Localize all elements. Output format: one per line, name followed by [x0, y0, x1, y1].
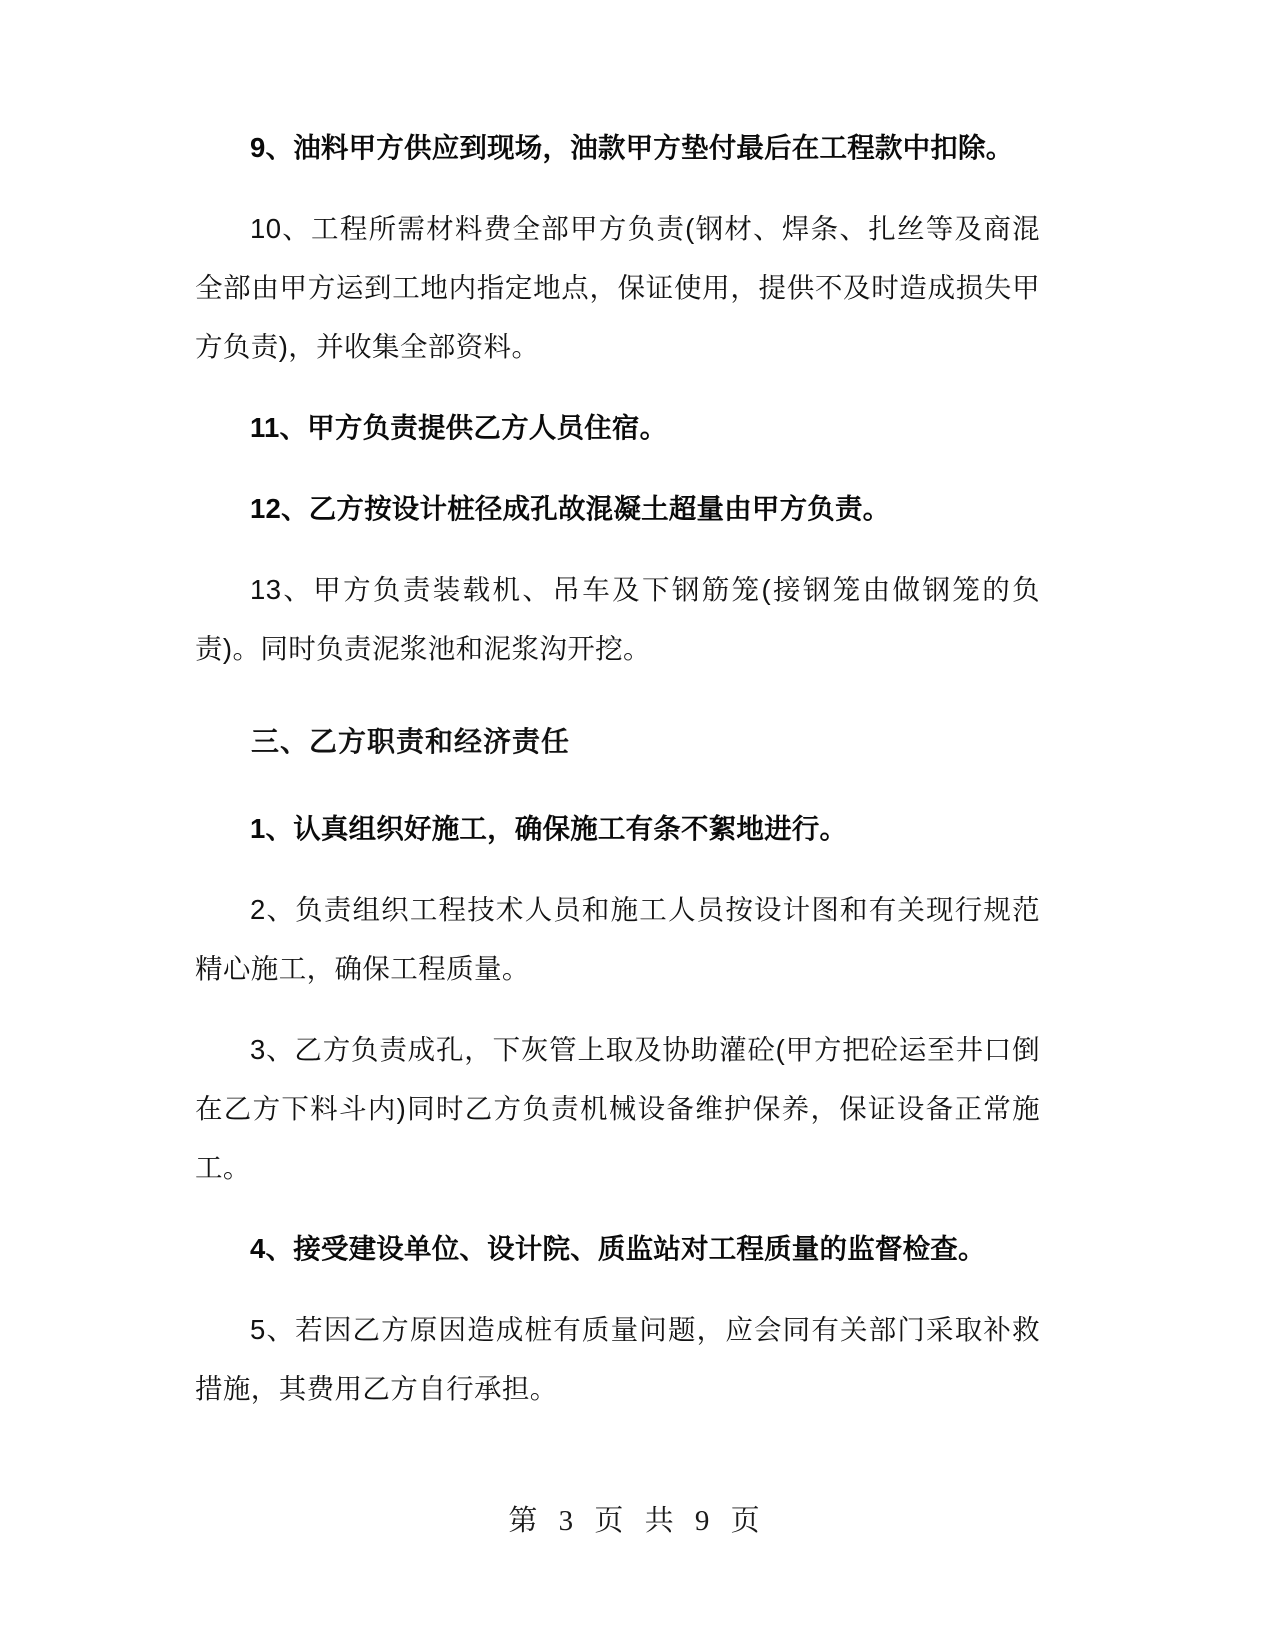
clause-item-3-3: 3、乙方负责成孔，下灰管上取及协助灌砼(甲方把砼运至井口倒在乙方下料斗内)同时乙方负责机械设备维护保养，保证设备正常施工。 — [195, 1034, 1040, 1183]
page-footer — [0, 1498, 1275, 1539]
clause-item-12: 12、乙方按设计桩径成孔故混凝土超量由甲方负责。 — [250, 493, 891, 524]
document-body — [195, 118, 1040, 1440]
clause-item-3-4: 4、接受建设单位、设计院、质监站对工程质量的监督检查。 — [250, 1233, 986, 1264]
clause-item-3-5: 5、若因乙方原因造成桩有质量问题，应会同有关部门采取补救措施，其费用乙方自行承担。 — [195, 1314, 1040, 1404]
clause-item-11: 11、甲方负责提供乙方人员住宿。 — [250, 412, 668, 443]
clause-item-13: 13、甲方负责装载机、吊车及下钢筋笼(接钢笼由做钢笼的负责)。同时负责泥浆池和泥浆沟开挖。 — [195, 574, 1040, 664]
clause-item-3-2: 2、负责组织工程技术人员和施工人员按设计图和有关现行规范精心施工，确保工程质量。 — [195, 894, 1040, 984]
page-number-text: 第 3 页 共 9 页 — [508, 1505, 767, 1537]
clause-item-10: 10、工程所需材料费全部甲方负责(钢材、焊条、扎丝等及商混全部由甲方运到工地内指定地点，保证使用，提供不及时造成损失甲方负责)，并收集全部资料。 — [195, 213, 1040, 362]
clause-item-3-1: 1、认真组织好施工，确保施工有条不絮地进行。 — [250, 813, 848, 844]
clause-item-9: 9、油料甲方供应到现场，油款甲方垫付最后在工程款中扣除。 — [250, 132, 1014, 163]
section-heading-party-b-duties: 三、乙方职责和经济责任 — [251, 726, 571, 757]
